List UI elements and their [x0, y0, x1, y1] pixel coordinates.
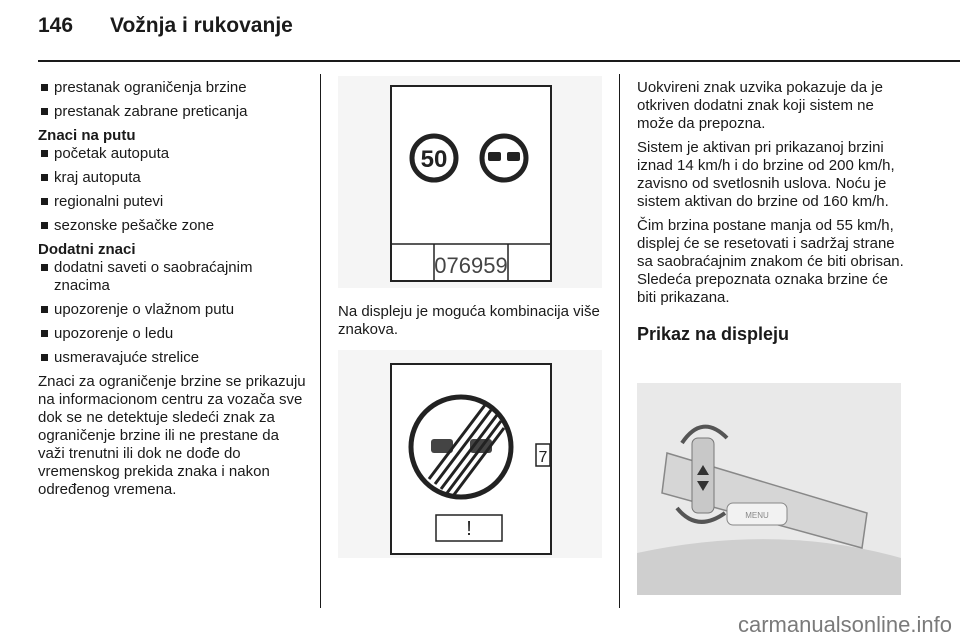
figure-steering-stalk	[637, 383, 901, 595]
page-number: 146	[38, 14, 74, 37]
body-paragraph: Znaci za ograničenje brzine se prikazuju na informacionom centru za vozača sve dok se ne detektuje sledeći znak za ograničenje brzine ili ne prestane da važi trenutni ili dok ne dođe do vremenskog prekida znaka i nakon određenog vremena.	[38, 373, 306, 498]
bullet-item: regionalni putevi	[38, 193, 308, 211]
road-signs-heading: Znaci na putu	[38, 127, 136, 144]
bullet-item: usmeravajuće strelice	[38, 349, 308, 367]
speed-limit-value: 50	[420, 146, 448, 173]
column-divider-left	[320, 74, 321, 608]
watermark: carmanualsonline.info	[737, 612, 952, 637]
bullet-item: početak autoputa	[38, 145, 308, 163]
right-column	[637, 79, 907, 343]
figure-caption: Na displeju je moguća kombinacija više znakova.	[338, 303, 600, 338]
end-of-no-overtaking-icon	[411, 397, 511, 497]
left-column	[38, 79, 308, 499]
no-overtaking-sign-icon	[482, 136, 526, 180]
extra-signs-heading: Dodatni znaci	[38, 241, 136, 258]
bullet-item: prestanak ograničenja brzine	[38, 79, 308, 97]
figure-display-signs	[338, 76, 602, 288]
warning-label: !	[466, 518, 472, 540]
bullet-item: sezonske pešačke zone	[38, 217, 308, 235]
body-paragraph: Sistem je aktivan pri prikazanoj brzini iznad 14 km/h i do brzine od 200 km/h, zavisno od svetlosnih uslova. Noću je sistem aktivan do brzine od 160 km/h.	[637, 139, 895, 210]
body-paragraph: Čim brzina postane manja od 55 km/h, displej će se resetovati i sadržaj strane sa saobraćajnim znakom će biti obrisan. Sledeća prepoznata oznaka brzine će biti prikazana.	[637, 217, 904, 306]
sign-code: 076959	[434, 253, 508, 278]
menu-button-label: MENU	[745, 511, 769, 520]
bullet-item: kraj autoputa	[38, 169, 308, 187]
speed-limit-sign-icon	[412, 136, 456, 180]
display-illustration	[338, 76, 602, 288]
column-divider-right	[619, 74, 620, 608]
header-rule	[38, 60, 960, 62]
stalk-illustration	[637, 383, 901, 595]
bullet-item: prestanak zabrane preticanja	[38, 103, 308, 121]
bullet-item: dodatni saveti o saobraćajnim znacima	[38, 259, 308, 295]
section-title: Prikaz na displeju	[637, 324, 790, 344]
display-illustration	[338, 350, 602, 558]
body-paragraph: Uokvireni znak uzvika pokazuje da je otkriven dodatni znak koji sistem ne može da prepozna.	[637, 79, 883, 132]
side-label: 7	[538, 449, 548, 466]
bullet-item: upozorenje o vlažnom putu	[38, 301, 308, 319]
page-title: Vožnja i rukovanje	[110, 14, 293, 37]
figure-end-of-no-overtaking	[338, 350, 602, 558]
page-header	[38, 14, 293, 38]
bullet-item: upozorenje o ledu	[38, 325, 308, 343]
